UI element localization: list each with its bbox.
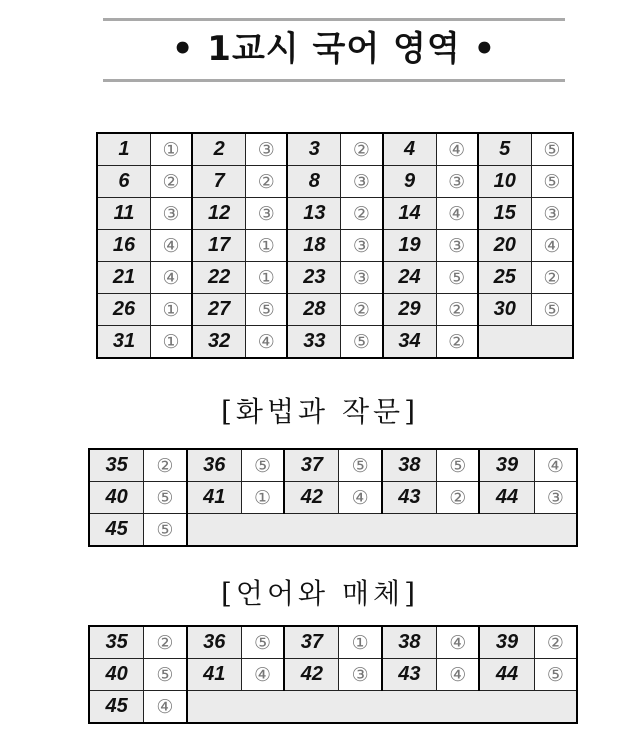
answer-choice: ⑤ bbox=[339, 449, 382, 482]
answer-choice: ③ bbox=[341, 230, 383, 262]
answer-choice: ① bbox=[150, 326, 192, 359]
question-number: 12 bbox=[192, 198, 245, 230]
question-number: 22 bbox=[192, 262, 245, 294]
answer-choice: ④ bbox=[339, 482, 382, 514]
answer-choice: ④ bbox=[150, 230, 192, 262]
answer-choice: ⑤ bbox=[437, 449, 480, 482]
empty-cell bbox=[478, 326, 573, 359]
empty-cell bbox=[187, 514, 577, 547]
question-number: 23 bbox=[287, 262, 340, 294]
question-number: 16 bbox=[97, 230, 150, 262]
question-number: 44 bbox=[479, 659, 534, 691]
language-media-answer-table bbox=[88, 625, 578, 724]
answer-choice: ④ bbox=[437, 659, 480, 691]
answer-choice: ③ bbox=[341, 262, 383, 294]
answer-choice: ④ bbox=[534, 449, 577, 482]
answer-row bbox=[89, 449, 577, 482]
question-number: 44 bbox=[479, 482, 534, 514]
answer-row bbox=[97, 166, 573, 198]
empty-cell bbox=[187, 691, 577, 724]
answer-row bbox=[89, 691, 577, 724]
question-number: 30 bbox=[478, 294, 531, 326]
answer-choice: ⑤ bbox=[531, 166, 573, 198]
question-number: 38 bbox=[382, 626, 437, 659]
title-block bbox=[103, 18, 565, 82]
answer-choice: ③ bbox=[436, 230, 478, 262]
answer-row bbox=[89, 659, 577, 691]
answer-choice: ① bbox=[241, 482, 284, 514]
question-number: 43 bbox=[382, 659, 437, 691]
answer-row bbox=[97, 198, 573, 230]
answer-choice: ② bbox=[341, 133, 383, 166]
answer-row bbox=[97, 230, 573, 262]
question-number: 6 bbox=[97, 166, 150, 198]
answer-choice: ③ bbox=[534, 482, 577, 514]
answer-choice: ④ bbox=[150, 262, 192, 294]
question-number: 15 bbox=[478, 198, 531, 230]
question-number: 17 bbox=[192, 230, 245, 262]
question-number: 18 bbox=[287, 230, 340, 262]
answer-choice: ⑤ bbox=[144, 514, 187, 547]
question-number: 41 bbox=[187, 659, 242, 691]
answer-choice: ① bbox=[150, 294, 192, 326]
question-number: 5 bbox=[478, 133, 531, 166]
answer-choice: ⑤ bbox=[531, 294, 573, 326]
answer-choice: ④ bbox=[246, 326, 288, 359]
question-number: 35 bbox=[89, 626, 144, 659]
question-number: 13 bbox=[287, 198, 340, 230]
answer-choice: ② bbox=[150, 166, 192, 198]
answer-choice: ③ bbox=[246, 198, 288, 230]
answer-choice: ⑤ bbox=[144, 482, 187, 514]
question-number: 2 bbox=[192, 133, 245, 166]
answer-choice: ② bbox=[341, 294, 383, 326]
question-number: 40 bbox=[89, 659, 144, 691]
question-number: 42 bbox=[284, 659, 339, 691]
question-number: 28 bbox=[287, 294, 340, 326]
question-number: 4 bbox=[383, 133, 436, 166]
question-number: 1 bbox=[97, 133, 150, 166]
answer-choice: ④ bbox=[241, 659, 284, 691]
answer-choice: ③ bbox=[150, 198, 192, 230]
answer-choice: ③ bbox=[339, 659, 382, 691]
answer-row bbox=[89, 626, 577, 659]
answer-row bbox=[97, 326, 573, 359]
question-number: 10 bbox=[478, 166, 531, 198]
question-number: 39 bbox=[479, 449, 534, 482]
question-number: 37 bbox=[284, 626, 339, 659]
section-title-language-media: [언어와 매체] bbox=[221, 577, 419, 610]
section-title-speech-writing: [화법과 작문] bbox=[221, 395, 419, 428]
common-answer-table bbox=[96, 132, 574, 359]
question-number: 24 bbox=[383, 262, 436, 294]
answer-choice: ⑤ bbox=[534, 659, 577, 691]
question-number: 40 bbox=[89, 482, 144, 514]
question-number: 36 bbox=[187, 449, 242, 482]
question-number: 43 bbox=[382, 482, 437, 514]
question-number: 11 bbox=[97, 198, 150, 230]
answer-choice: ② bbox=[436, 294, 478, 326]
answer-choice: ③ bbox=[246, 133, 288, 166]
answer-choice: ① bbox=[150, 133, 192, 166]
question-number: 25 bbox=[478, 262, 531, 294]
answer-choice: ③ bbox=[341, 166, 383, 198]
answer-choice: ② bbox=[144, 626, 187, 659]
answer-choice: ② bbox=[144, 449, 187, 482]
question-number: 8 bbox=[287, 166, 340, 198]
question-number: 42 bbox=[284, 482, 339, 514]
answer-choice: ③ bbox=[436, 166, 478, 198]
answer-choice: ② bbox=[246, 166, 288, 198]
answer-choice: ⑤ bbox=[144, 659, 187, 691]
answer-choice: ⑤ bbox=[341, 326, 383, 359]
answer-row bbox=[89, 514, 577, 547]
title-bottom-rule bbox=[103, 79, 565, 82]
question-number: 31 bbox=[97, 326, 150, 359]
answer-choice: ② bbox=[531, 262, 573, 294]
answer-choice: ② bbox=[341, 198, 383, 230]
answer-choice: ① bbox=[246, 262, 288, 294]
answer-row bbox=[97, 294, 573, 326]
answer-choice: ② bbox=[437, 482, 480, 514]
question-number: 3 bbox=[287, 133, 340, 166]
question-number: 41 bbox=[187, 482, 242, 514]
question-number: 32 bbox=[192, 326, 245, 359]
answer-row bbox=[89, 482, 577, 514]
question-number: 20 bbox=[478, 230, 531, 262]
question-number: 39 bbox=[479, 626, 534, 659]
question-number: 27 bbox=[192, 294, 245, 326]
answer-row bbox=[97, 262, 573, 294]
answer-choice: ④ bbox=[144, 691, 187, 724]
answer-row bbox=[97, 133, 573, 166]
question-number: 45 bbox=[89, 514, 144, 547]
question-number: 21 bbox=[97, 262, 150, 294]
answer-choice: ④ bbox=[531, 230, 573, 262]
question-number: 14 bbox=[383, 198, 436, 230]
answer-choice: ① bbox=[339, 626, 382, 659]
speech-writing-answer-table bbox=[88, 448, 578, 547]
question-number: 35 bbox=[89, 449, 144, 482]
question-number: 29 bbox=[383, 294, 436, 326]
answer-choice: ④ bbox=[436, 133, 478, 166]
answer-choice: ② bbox=[436, 326, 478, 359]
question-number: 19 bbox=[383, 230, 436, 262]
answer-choice: ⑤ bbox=[436, 262, 478, 294]
question-number: 37 bbox=[284, 449, 339, 482]
question-number: 45 bbox=[89, 691, 144, 724]
question-number: 36 bbox=[187, 626, 242, 659]
question-number: 33 bbox=[287, 326, 340, 359]
question-number: 26 bbox=[97, 294, 150, 326]
answer-choice: ① bbox=[246, 230, 288, 262]
answer-choice: ⑤ bbox=[246, 294, 288, 326]
answer-choice: ⑤ bbox=[531, 133, 573, 166]
answer-choice: ④ bbox=[436, 198, 478, 230]
answer-choice: ⑤ bbox=[241, 449, 284, 482]
question-number: 34 bbox=[383, 326, 436, 359]
answer-choice: ⑤ bbox=[241, 626, 284, 659]
page-title: • 1교시 국어 영역 • bbox=[171, 29, 497, 69]
answer-choice: ③ bbox=[531, 198, 573, 230]
question-number: 38 bbox=[382, 449, 437, 482]
answer-choice: ② bbox=[534, 626, 577, 659]
question-number: 9 bbox=[383, 166, 436, 198]
question-number: 7 bbox=[192, 166, 245, 198]
answer-choice: ④ bbox=[437, 626, 480, 659]
